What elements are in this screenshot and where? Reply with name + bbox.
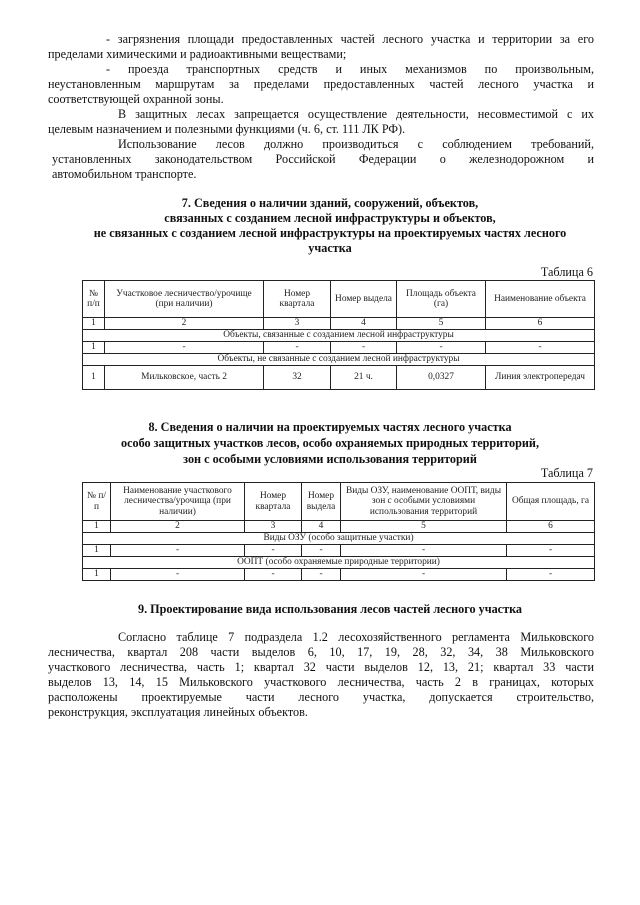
table-7 [82,482,595,581]
table-cell: - [397,342,486,354]
table-header-cell: Наименование участкового лесничества/урочища (при наличии) [111,483,245,521]
table-cell: 6 [486,318,595,330]
table-row [83,545,595,557]
table-group-cell: ООПТ (особо охраняемые природные территории) [83,557,595,569]
table-header-cell: Общая площадь, га [507,483,595,521]
table-cell: - [111,545,245,557]
table-cell: 4 [302,521,341,533]
table-cell: 1 [83,521,111,533]
table-cell: Мильковское, часть 2 [105,366,264,390]
table-header-cell: № п/п [83,483,111,521]
table-cell: 1 [83,366,105,390]
table-cell: - [302,569,341,581]
section-heading-line: особо защитных участков лесов, особо охраняемых природных территорий, [120,436,539,450]
text-line: установленных законодательством Российской Федерации о железнодорожном и [52,152,594,166]
table-header-cell: Номер квартала [264,281,331,318]
table-group-cell: Объекты, связанные с созданием лесной инфраструктуры [83,330,595,342]
text-line: расположены проектируемые части лесного участка, допускается строительство, [48,690,594,704]
table-cell: 4 [331,318,397,330]
section-heading-line: 7. Сведения о наличии зданий, сооружений, объектов, [181,196,479,210]
table-group-row [83,354,595,366]
table-cell: - [245,545,302,557]
table-cell: 1 [83,569,111,581]
table-cell: 3 [245,521,302,533]
table-caption: Таблица 7 [540,466,593,480]
table-cell: 3 [264,318,331,330]
table-group-cell: Виды ОЗУ (особо защитные участки) [83,533,595,545]
table-header-row [83,281,595,318]
table-cell: - [341,569,507,581]
table-group-row [83,533,595,545]
text-line: неустановленным маршрутам за пределами предоставленных частей лесного участка и [48,77,594,91]
text-line: Согласно таблице 7 подраздела 1.2 лесохозяйственного регламента Мильковского [118,630,594,644]
section-heading-line: связанных с созданием лесной инфраструктуры и объектов, [164,211,496,225]
text-line: выделов 13, 14, 15 Мильковского участкового лесничества, часть 2 в границах, которых [48,675,594,689]
table-cell: - [341,545,507,557]
table-numbering-row [83,521,595,533]
table-cell: 1 [83,342,105,354]
table-header-cell: Номер выдела [302,483,341,521]
table-cell: - [264,342,331,354]
table-cell: - [507,545,595,557]
text-line: лесничества, квартал 208 части выделов 6, 10, 17, 19, 28, 32, 34, 38 Мильковского [48,645,594,659]
table-cell: - [507,569,595,581]
table-group-row [83,557,595,569]
table-cell: 2 [111,521,245,533]
table-cell: - [331,342,397,354]
table-row [83,342,595,354]
table-header-cell: Наименование объекта [486,281,595,318]
table-cell: - [111,569,245,581]
table-row [83,569,595,581]
table-cell: 6 [507,521,595,533]
text-line: автомобильном транспорте. [52,167,197,181]
section-heading-line: 8. Сведения о наличии на проектируемых частях лесного участка [148,420,512,434]
table-header-cell: Виды ОЗУ, наименование ООПТ, виды зон с особыми условиями использования территорий [341,483,507,521]
text-line: - проезда транспортных средств и иных механизмов по произвольным, [106,62,594,76]
table-caption: Таблица 6 [540,265,593,279]
table-row [83,366,595,390]
section-heading-line: участка [308,241,352,255]
section-heading: 9. Проектирование вида использования лесов частей лесного участка [137,602,523,616]
table-group-cell: Объекты, не связанные с созданием лесной инфраструктуры [83,354,595,366]
table-cell: 5 [341,521,507,533]
table-cell: Линия электропередач [486,366,595,390]
text-line: участкового лесничества, часть 1; квартал 32 части выделов 12, 13, 21; квартал 33 части [48,660,594,674]
table-cell: 5 [397,318,486,330]
table-header-cell: Площадь объекта (га) [397,281,486,318]
table-header-cell: № п/п [83,281,105,318]
table-group-row [83,330,595,342]
text-line: Использование лесов должно производиться с соблюдением требований, [118,137,594,151]
table-header-cell: Номер выдела [331,281,397,318]
table-cell: 1 [83,318,105,330]
table-6 [82,280,595,390]
table-numbering-row [83,318,595,330]
text-line: целевым назначением и полезными функциями (ч. 6, ст. 111 ЛК РФ). [48,122,406,136]
table-cell: - [245,569,302,581]
text-line: пределами химическими и радиоактивными веществами; [48,47,347,61]
table-cell: 0,0327 [397,366,486,390]
text-line: реконструкция, эксплуатация линейных объектов. [48,705,308,719]
table-header-cell: Номер квартала [245,483,302,521]
section-heading-line: не связанных с созданием лесной инфраструктуры на проектируемых частях лесного [93,226,567,240]
text-line: В защитных лесах запрещается осуществление деятельности, несовместимой с их [118,107,594,121]
table-cell: 2 [105,318,264,330]
table-cell: - [302,545,341,557]
table-cell: - [486,342,595,354]
table-cell: 32 [264,366,331,390]
table-cell: 21 ч. [331,366,397,390]
table-header-row [83,483,595,521]
text-line: соответствующей охранной зоны. [48,92,224,106]
table-cell: 1 [83,545,111,557]
table-cell: - [105,342,264,354]
text-line: - загрязнения площади предоставленных частей лесного участка и территории за его [106,32,594,46]
section-heading-line: зон с особыми условиями использования территорий [183,452,477,466]
table-header-cell: Участковое лесничество/урочище (при наличии) [105,281,264,318]
